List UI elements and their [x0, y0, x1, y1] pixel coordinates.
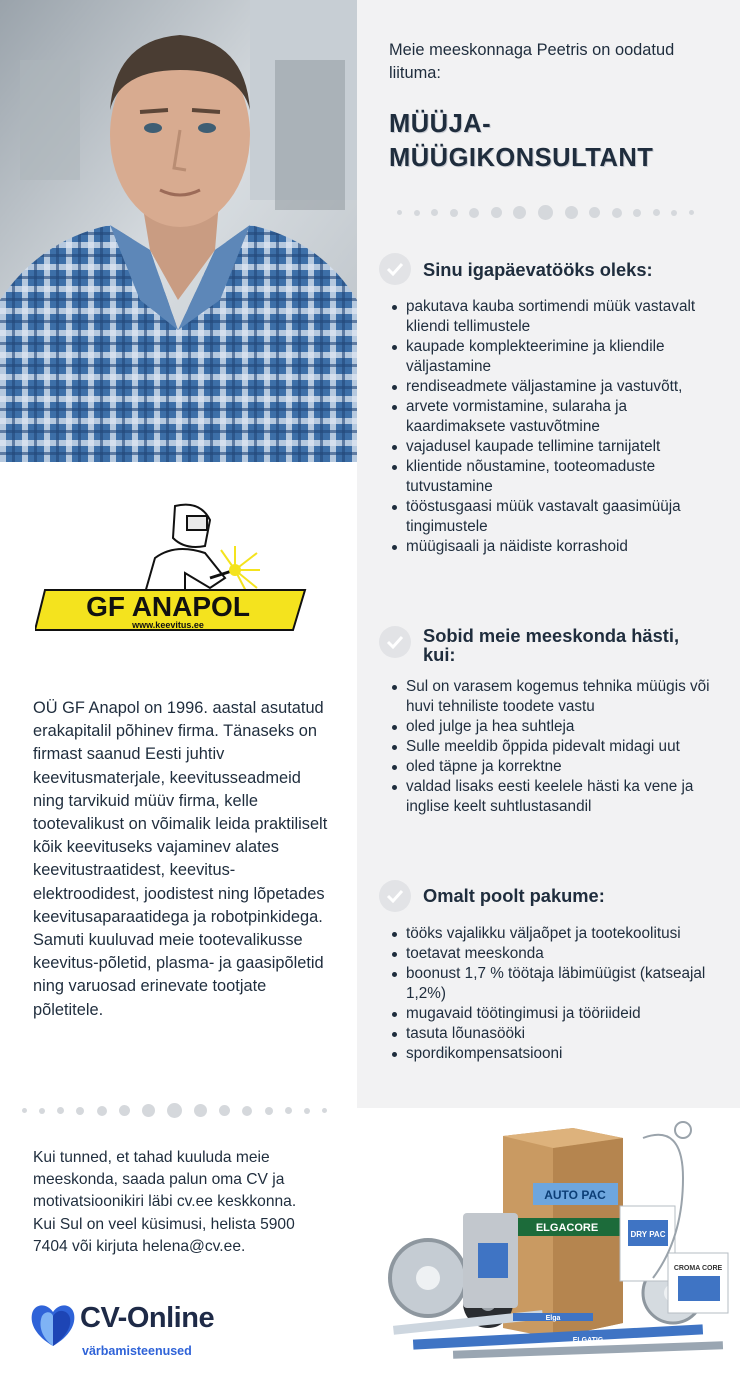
list-item: tasuta lõunasööki — [406, 1024, 711, 1044]
company-description: OÜ GF Anapol on 1996. aastal asutatud erakapitalil põhinev firma. Tänaseks on firmast saanud Eesti juhtiv keevitusmaterjale, keevitusseadmeid ning tarvikuid müüv firma, kelle tootevalikust on võimalik leida praktiliselt kõik keevituseks vajaminev alates keevitustraatidest, keevitus-elektroodidest, joodistest ning lõpetades keevitusaparaatidega ja robotpinkidega. Samuti kuuluvad meie tootevalikusse keevitus-põletid, plasma- ja gaasipõletid ning varuosad erinevate tootjate põletitele. — [33, 699, 328, 1019]
section-offer-header — [379, 880, 605, 912]
checkmark-icon — [379, 626, 411, 658]
list-item: valdad lisaks eesti keelele hästi ka vene ja inglise keelt suhtlustasandil — [406, 777, 711, 817]
product-label: ELGACORE — [535, 1222, 599, 1234]
logo-wordmark: GF ANAPOL — [86, 591, 250, 622]
checkmark-icon — [379, 253, 411, 285]
divider-dots-right — [397, 205, 694, 220]
list-item: oled täpne ja korrektne — [406, 757, 711, 777]
list-item: mugavaid töötingimusi ja tööriideid — [406, 1004, 711, 1024]
section-offer-title: Omalt poolt pakume: — [423, 885, 605, 906]
list-item: vajadusel kaupade tellimine tarnijatelt — [406, 437, 711, 457]
left-column — [0, 0, 357, 1391]
list-item: boonust 1,7 % töötaja läbimüügist (katseajal 1,2%) — [406, 964, 711, 1004]
product-label: DRY PAC — [630, 1230, 666, 1239]
list-item: Sul on varasem kogemus tehnika müügis või huvi tehniliste toodete vastu — [406, 678, 710, 715]
list-item: pakutava kauba sortimendi müük vastavalt kliendi tellimustele — [406, 297, 711, 337]
list-item: müügisaali ja näidiste korrashoid — [406, 537, 711, 557]
list-item: oled julge ja hea suhtleja — [406, 717, 711, 737]
duties-list — [406, 297, 711, 557]
section-duties-title: Sinu igapäevatööks oleks: — [423, 259, 653, 280]
list-item: Sulle meeldib õppida pidevalt midagi uut — [406, 737, 711, 757]
list-item: toetavat meeskonda — [406, 944, 711, 964]
list-item: rendiseadmete väljastamine ja vastuvõtt, — [406, 377, 711, 397]
intro-text: Meie meeskonnaga Peetris on oodatud liituma: — [389, 41, 675, 82]
welder-icon — [130, 505, 260, 598]
job-title-line-1: MÜÜJA- — [389, 110, 492, 138]
right-column — [357, 0, 740, 1108]
product-label: CROMA CORE — [673, 1265, 723, 1272]
checkmark-icon — [379, 880, 411, 912]
list-item: kaupade komplekteerimine ja kliendile väljastamine — [406, 337, 711, 377]
cv-online-tagline: värbamisteenused — [82, 1344, 192, 1358]
list-item: spordikompensatsiooni — [406, 1044, 711, 1064]
list-item: tööstusgaasi müük vastavalt gaasimüüja tingimustele — [406, 497, 711, 537]
product-label: ELGATIG — [572, 1337, 604, 1344]
job-title — [389, 107, 719, 175]
list-item: klientide nõustamine, tooteomaduste tutvustamine — [406, 457, 711, 497]
cv-online-name: CV-Online — [80, 1302, 215, 1334]
offer-list — [406, 924, 711, 1064]
section-fit-header — [379, 626, 693, 664]
section-fit-title: Sobid meie meeskonda hästi, kui: — [423, 625, 680, 665]
list-item: tööks vajalikku väljaõpet ja tootekoolitusi — [406, 924, 711, 944]
section-duties-header — [379, 253, 653, 285]
cv-online-logo[interactable] — [28, 1300, 248, 1362]
logo-url: www.keevitus.ee — [132, 620, 204, 630]
product-label: Elga — [545, 1315, 561, 1322]
welding-products-image — [383, 1118, 733, 1368]
employee-photo — [0, 0, 357, 462]
apply-instructions: Kui tunned, et tahad kuuluda meie meeskonda, saada palun oma CV ja motivatsioonikiri läbi cv.ee keskkonna. Kui Sul on veel küsimusi, helista 5900 7404 või kirjuta helena@cv.ee. — [33, 1149, 297, 1255]
list-item: arvete vormistamine, sularaha ja kaardimaksete vastuvõtmine — [406, 397, 711, 437]
fit-list — [406, 677, 711, 817]
gf-anapol-logo — [35, 498, 311, 634]
divider-dots-left — [22, 1103, 327, 1118]
cv-online-heart-icon — [28, 1300, 78, 1350]
product-label: AUTO PAC — [544, 1188, 606, 1202]
job-title-line-2: MÜÜGIKONSULTANT — [389, 144, 654, 172]
